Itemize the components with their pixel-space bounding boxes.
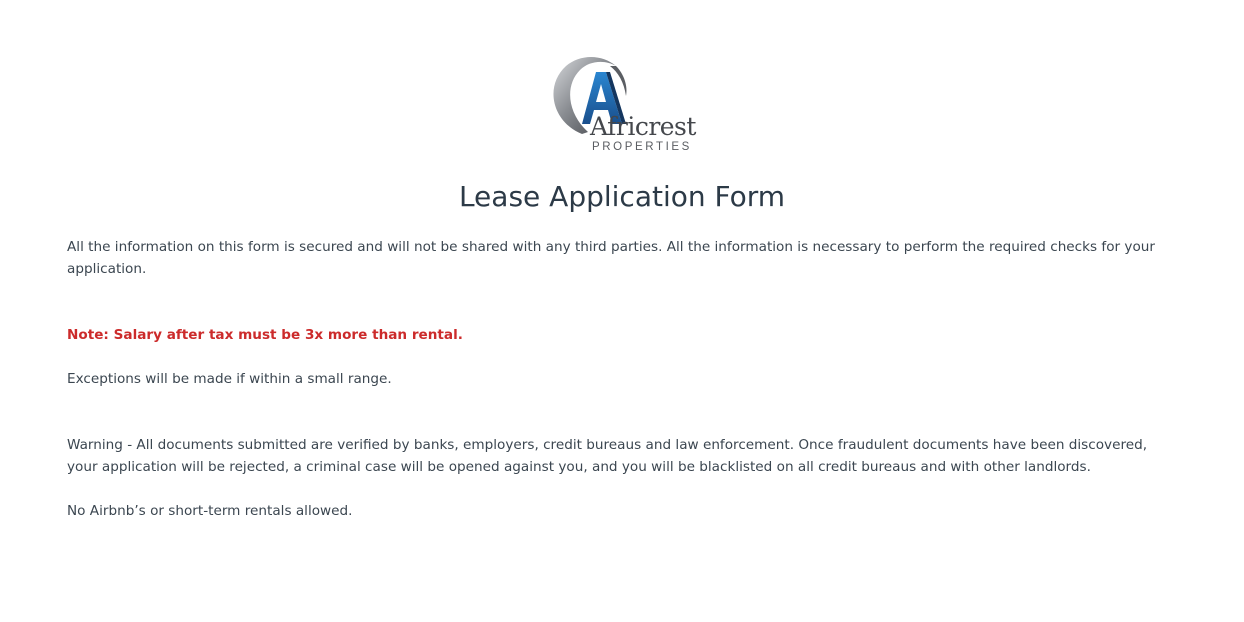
salary-note: Note: Salary after tax must be 3x more than rental. [67, 327, 463, 343]
intro-text: All the information on this form is secured and will not be shared with any third parties. All the information is necessary to perform the required checks for your application. [67, 239, 1156, 277]
logo-subtitle: PROPERTIES [592, 141, 692, 153]
airbnb-policy-text: No Airbnb’s or short-term rentals allowed. [67, 503, 353, 519]
form-intro-section [67, 236, 1177, 522]
exceptions-text: Exceptions will be made if within a small range. [67, 371, 392, 387]
page-title: Lease Application Form [458, 180, 786, 213]
warning-text: Warning - All documents submitted are verified by banks, employers, credit bureaus and law enforcement. Once fraudulent documents have been discovered, your application will be rejected, a criminal case will be opened against you, and you will be blacklisted on all credit bureaus and with other landlords. [67, 437, 1148, 475]
logo-wordmark: Africrest [590, 112, 696, 141]
company-logo [544, 52, 696, 158]
